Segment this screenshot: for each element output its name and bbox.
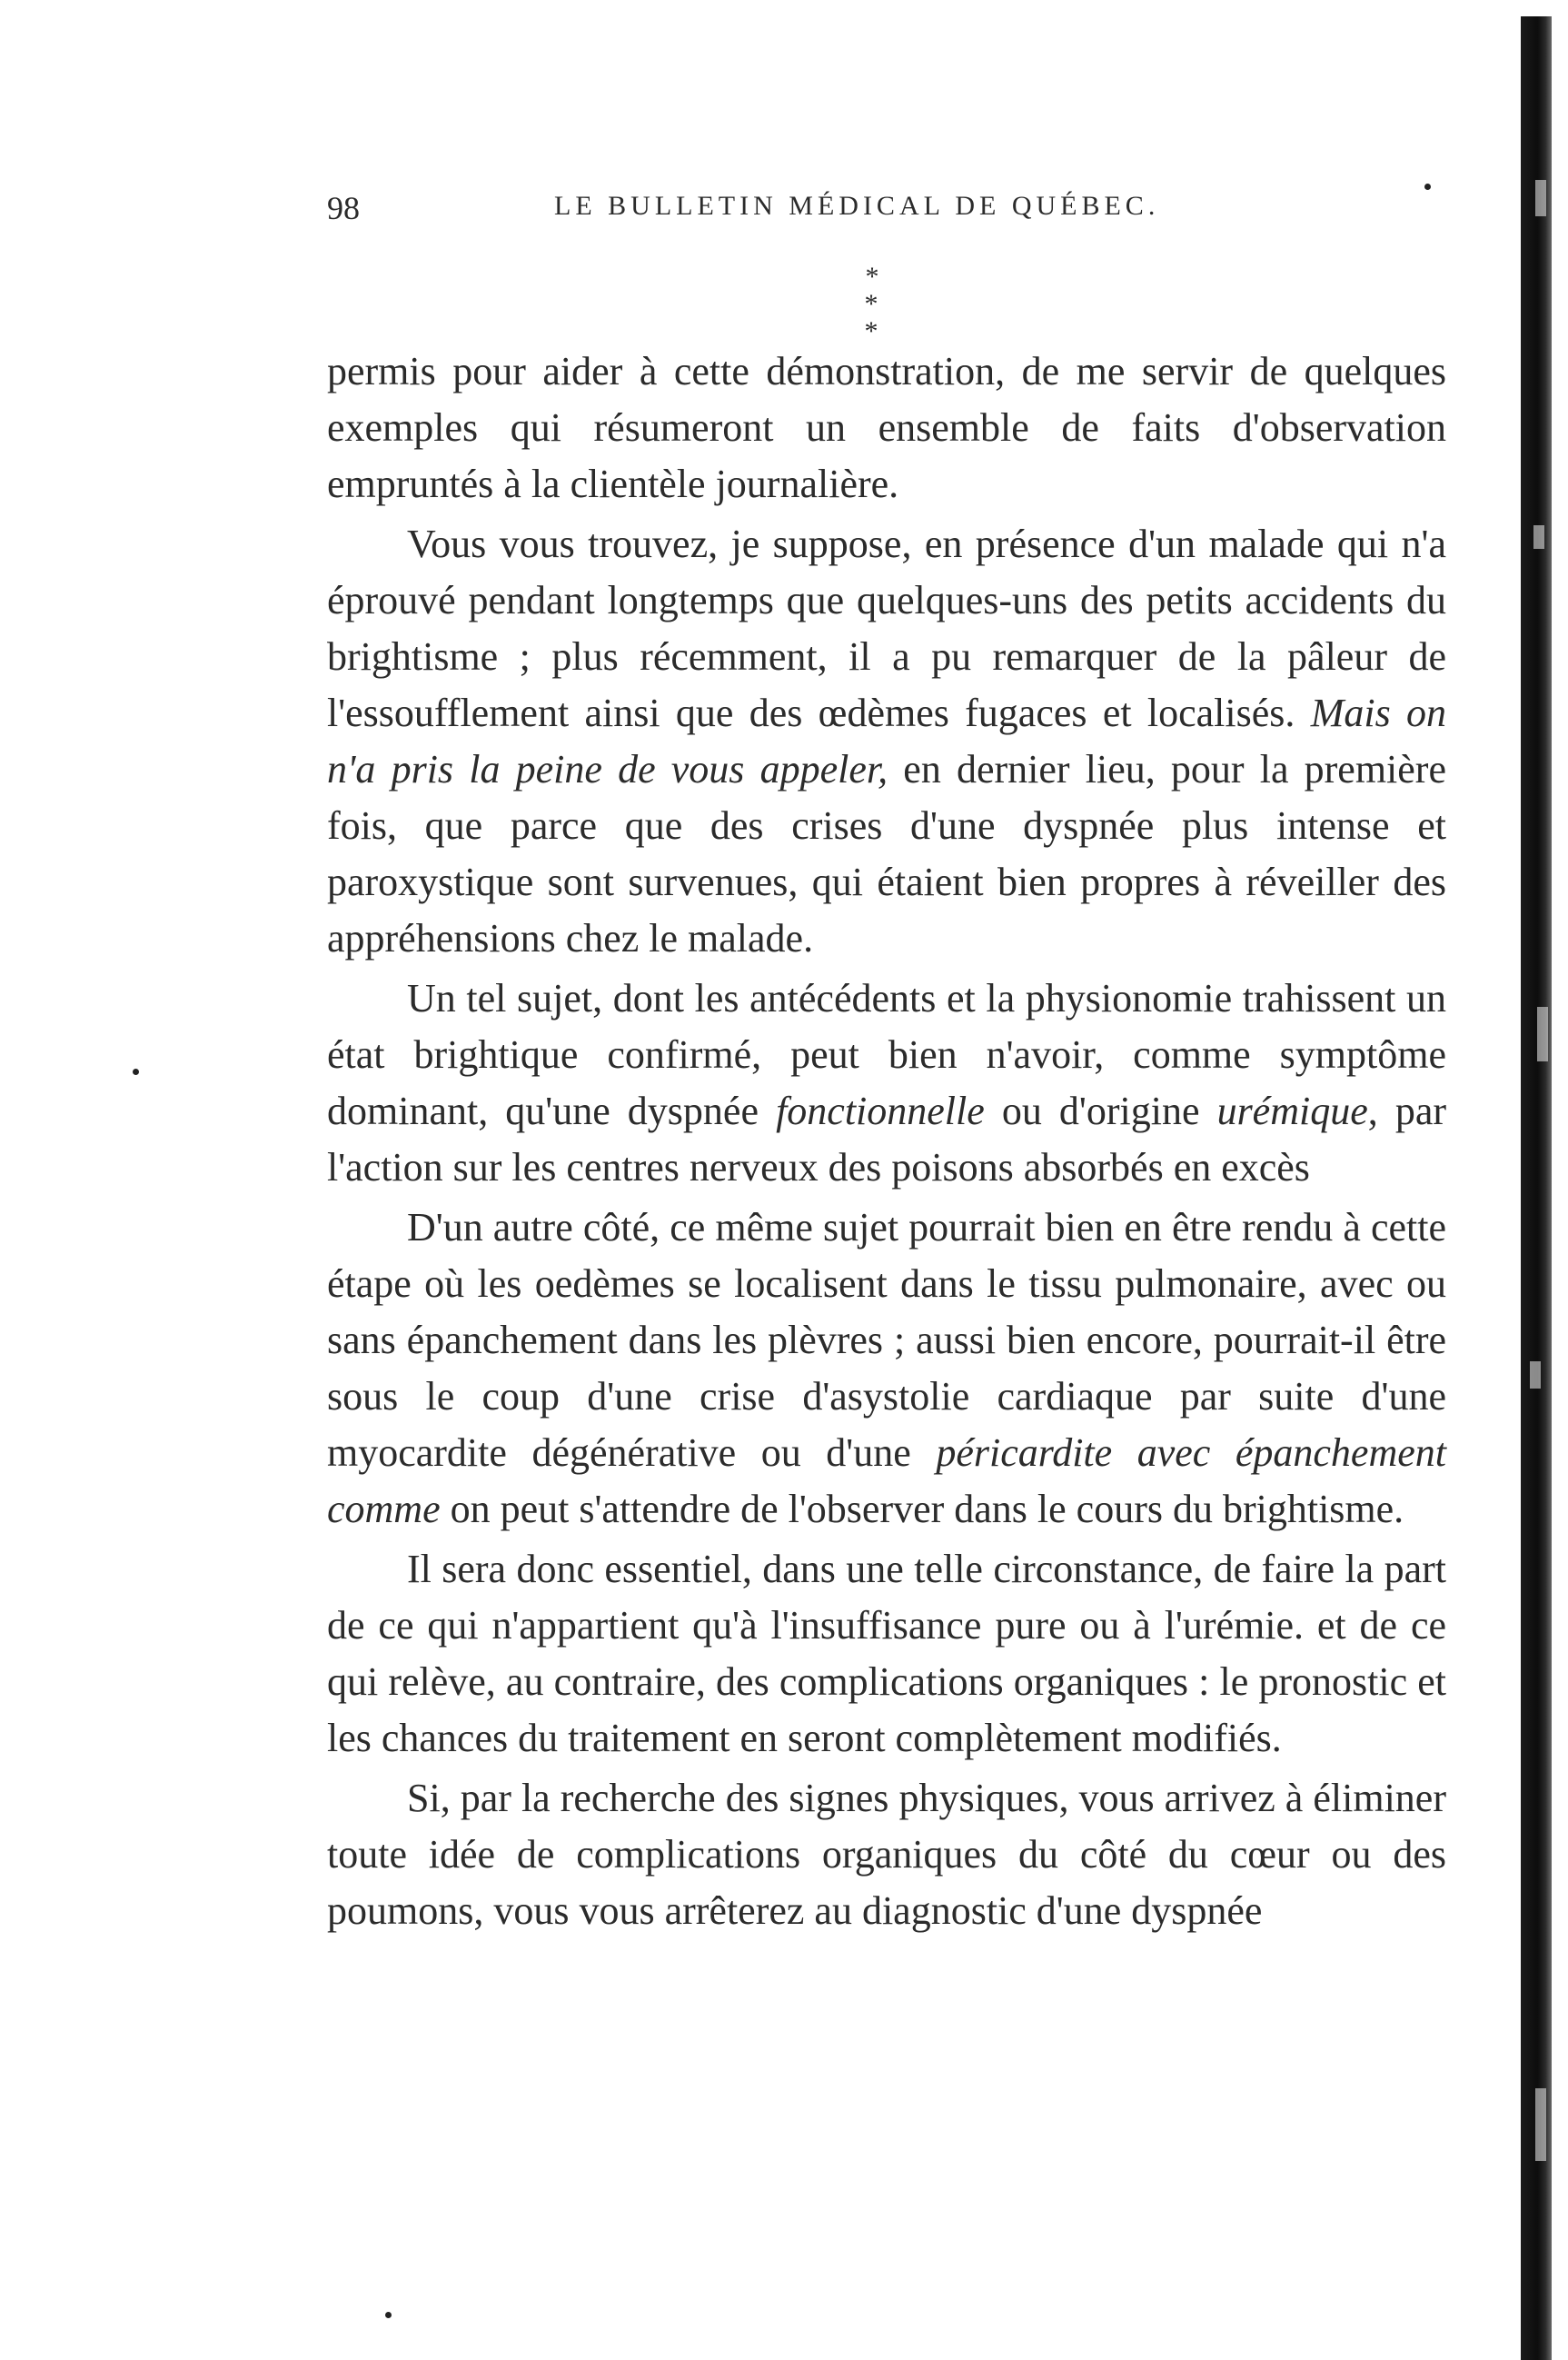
italic-run: fonctionnelle — [776, 1089, 985, 1133]
paragraph — [327, 971, 1446, 1196]
paragraph — [327, 1200, 1446, 1538]
scan-speck — [1533, 525, 1544, 549]
text-run: Il sera donc essentiel, dans une telle circonstance, de faire la part de ce qui n'appartient qu'à l'insuffisance pure ou à l'urémie. et de ce qui relève, au contraire, des complications organiques : le pronostic et les chances du traitement en seront complètement modifiés. — [327, 1547, 1446, 1760]
scan-dot — [385, 2312, 392, 2318]
text-run: , par l'action sur les centres nerveux des poisons absorbés en excès — [327, 1089, 1447, 1190]
scan-speck — [1530, 1361, 1541, 1389]
text-run: Un tel sujet, dont les antécédents et la physionomie trahissent un état brightique confirmé, peut bien n'avoir, comme symptôme dominant, qu'une dyspnée — [327, 976, 1446, 1133]
scan-speck — [1537, 1007, 1548, 1061]
paragraph — [327, 1770, 1446, 1939]
paragraph — [327, 1541, 1446, 1767]
text-run: on peut s'attendre de l'observer dans le cours du brightisme. — [440, 1487, 1404, 1531]
italic-run: urémique — [1216, 1089, 1368, 1133]
italic-run: péricardite avec épanchement comme — [327, 1430, 1446, 1531]
text-run: D'un autre côté, ce même sujet pourrait bien en être rendu à cette étape où les oedèmes se localisent dans le tissu pulmonaire, avec ou sans épanchement dans les plèvres ; aussi bien encore, pourrait-il être sous le coup d'une crise d'asystolie cardiaque par suite d'une myocardite dégénérative ou d'une — [327, 1205, 1446, 1475]
scan-speck — [1535, 2088, 1546, 2161]
journal-title: LE BULLETIN MÉDICAL DE QUÉBEC. — [554, 191, 1160, 221]
text-run: permis pour aider à cette démonstration, de me servir de quelques exemples qui résumeront un ensemble de faits d'observation empruntés à la clientèle journalière. — [327, 349, 1446, 506]
text-run: en dernier lieu, pour la première fois, que parce que des crises d'une dyspnée plus intense et paroxystique sont survenues, qui étaient bien propres à réveiller des appréhensions chez le malade. — [327, 747, 1446, 961]
binding-edge — [1521, 16, 1552, 2360]
text-run: Si, par la recherche des signes physiques, vous arrivez à éliminer toute idée de complications organiques du côté du cœur ou des poumons, vous vous arrêterez au diagnostic d'une dyspnée — [327, 1776, 1446, 1933]
text-run: Vous vous trouvez, je suppose, en présence d'un malade qui n'a éprouvé pendant longtemps que quelques-uns des petits accidents du brightisme ; plus récemment, il a pu remarquer de la pâleur de l'essoufflement ainsi que des œdèmes fugaces et localisés. — [327, 522, 1446, 735]
scan-speck — [1535, 180, 1546, 216]
asterism-bottom: * * — [864, 289, 891, 346]
running-head — [327, 189, 1463, 234]
body-text — [327, 344, 1446, 1943]
asterism-top: * — [865, 262, 879, 292]
italic-run: Mais on n'a pris la peine de vous appeler, — [327, 691, 1447, 792]
paragraph — [327, 516, 1446, 967]
page-number: 98 — [327, 190, 360, 226]
section-asterism — [845, 262, 899, 346]
paragraph — [327, 344, 1446, 513]
text-run: ou d'origine — [984, 1089, 1217, 1133]
scan-dot — [133, 1069, 139, 1075]
